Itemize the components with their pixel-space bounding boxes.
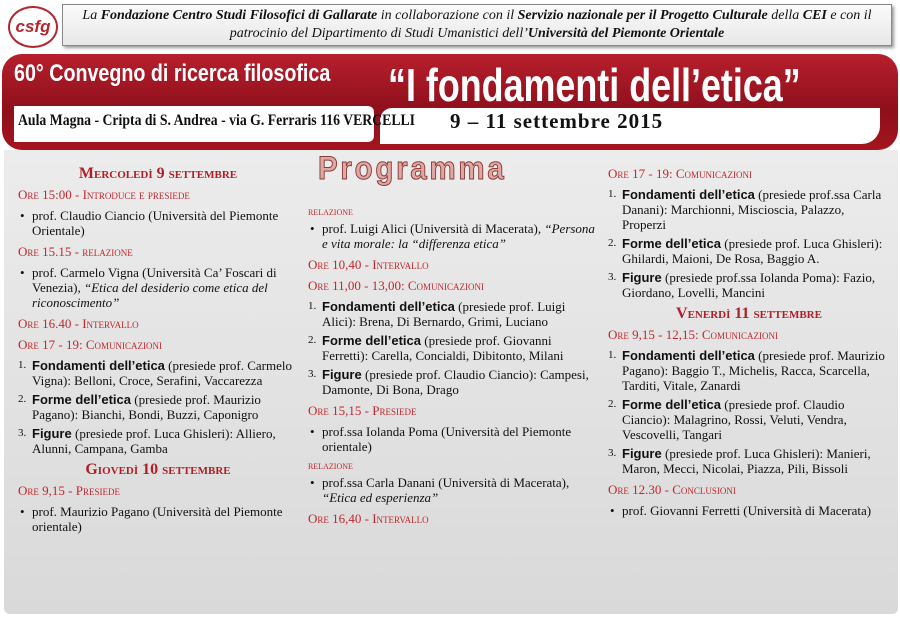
section-name: Forme dell’etica <box>622 236 721 251</box>
item-number: 2. <box>18 393 27 405</box>
item-number: 2. <box>608 237 617 249</box>
convegno-title: 60° Convegno di ricerca filosofica <box>14 60 331 87</box>
relazione-label: relazione <box>308 204 353 218</box>
speaker-item: • prof.ssa Iolanda Poma (Università del Piemonte orientale) <box>308 424 598 454</box>
section-name: Figure <box>622 446 662 461</box>
intro-text-3: della <box>767 8 803 23</box>
item-number: 1. <box>608 349 617 361</box>
relazione-label: relazione <box>308 458 353 472</box>
section-details: (presiede prof. Luca Ghisleri): Manieri, Maron, Mecci, Nicolai, Piazza, Pili, Bissoli <box>622 446 871 476</box>
item-number: 3. <box>608 271 617 283</box>
intro-org-4: Università del Piemonte Orientale <box>527 26 725 41</box>
intro-text-1: La <box>82 8 101 23</box>
communication-item <box>18 358 298 388</box>
intro-org-3: CEI <box>802 8 827 23</box>
section-details: (presiede prof. Luca Ghisleri): Ghilardi, Maioni, De Rosa, Baggio A. <box>622 236 883 266</box>
session-time: Ore 17 - 19: Comunicazioni <box>608 166 752 181</box>
communication-item <box>18 426 298 456</box>
section-name: Forme dell’etica <box>32 392 131 407</box>
section-name: Forme dell’etica <box>322 333 421 348</box>
day-heading-wednesday: Mercoledì 9 settembre <box>78 165 238 182</box>
section-details: (presiede prof. Carmelo Vigna): Belloni, Croce, Serafini, Vaccarezza <box>32 358 292 388</box>
speaker-text: prof.ssa Carla Danani (Università di Macerata), <box>322 475 570 490</box>
communication-item <box>608 236 890 266</box>
session-time: Ore 9,15 - 12,15: Comunicazioni <box>608 327 778 342</box>
intro-text-4: e con il patrocinio del Dipartimento di Studi Umanistici dell’ <box>229 8 872 41</box>
section-details: (presiede prof. Giovanni Ferretti): Carella, Concialdi, Dibitonto, Milani <box>322 333 564 363</box>
intro-box <box>62 4 892 46</box>
speaker-item: • prof. Maurizio Pagano (Università del Piemonte orientale) <box>18 504 298 534</box>
section-details: (presiede prof. Luca Ghisleri): Alliero, Alunni, Campana, Gamba <box>32 426 276 456</box>
column-thursday-friday <box>608 160 890 522</box>
communication-item <box>18 392 298 422</box>
lecture-title: “Etica del desiderio come etica del riconoscimento” <box>32 280 268 310</box>
speaker-item <box>18 265 298 310</box>
section-name: Fondamenti dell’etica <box>322 299 455 314</box>
communication-item <box>308 299 598 329</box>
section-details: (presiede prof.ssa Iolanda Poma): Fazio, Giordano, Lovelli, Mancini <box>622 270 876 300</box>
day-heading-thursday: Giovedì 10 settembre <box>85 461 231 478</box>
item-number: 1. <box>308 300 317 312</box>
session-time: Ore 9,15 - Presiede <box>18 483 120 498</box>
speaker-text: prof. Carmelo Vigna (Università Ca’ Foscari di Venezia), <box>32 265 277 295</box>
speaker-item: • prof. Giovanni Ferretti (Università di Macerata) <box>608 503 890 518</box>
session-time: Ore 17 - 19: Comunicazioni <box>18 337 162 352</box>
section-name: Figure <box>32 426 72 441</box>
csfg-logo <box>8 6 58 48</box>
column-thursday <box>308 200 598 532</box>
item-number: 1. <box>608 188 617 200</box>
lecture-title: “Persona e vita morale: la “differenza etica” <box>322 221 595 251</box>
section-name: Fondamenti dell’etica <box>622 187 755 202</box>
item-number: 3. <box>608 447 617 459</box>
logo-text: csfg <box>15 17 51 36</box>
speaker-item <box>308 475 598 505</box>
speaker-item: • prof. Claudio Ciancio (Università del Piemonte Orientale) <box>18 208 298 238</box>
speaker-text: prof. Luigi Alici (Università di Macerata), <box>322 221 545 236</box>
section-name: Fondamenti dell’etica <box>622 348 755 363</box>
session-time: Ore 12.30 - Conclusioni <box>608 482 736 497</box>
section-name: Figure <box>322 367 362 382</box>
day-heading-friday: Venerdì 11 settembre <box>676 305 822 322</box>
intro-text-2: in collaborazione con il <box>377 8 518 23</box>
section-details: (presiede prof. Claudio Ciancio): Malagrino, Rossi, Veluti, Vendra, Vescovelli, Tangari <box>622 397 847 442</box>
section-details: (presiede prof. Claudio Ciancio): Campesi, Damonte, Di Bona, Drago <box>322 367 589 397</box>
section-details: (presiede prof.ssa Carla Danani): Marchionni, Miscioscia, Palazzo, Properzi <box>622 187 882 232</box>
item-number: 2. <box>308 334 317 346</box>
communication-item <box>608 187 890 232</box>
session-time: Ore 16,40 - Intervallo <box>308 511 429 526</box>
conference-title: “I fondamenti dell’etica” <box>388 59 801 111</box>
lecture-title: “Etica ed esperienza” <box>322 490 439 505</box>
item-number: 1. <box>18 359 27 371</box>
speaker-item <box>308 221 598 251</box>
section-details: (presiede prof. Luigi Alici): Brena, Di Bernardo, Grimi, Luciano <box>322 299 566 329</box>
item-number: 3. <box>18 427 27 439</box>
communication-item <box>308 367 598 397</box>
conference-dates: 9 – 11 settembre 2015 <box>450 109 664 133</box>
communication-item <box>608 348 890 393</box>
section-name: Figure <box>622 270 662 285</box>
communication-item <box>608 446 890 476</box>
programma-heading: Programma <box>318 150 507 186</box>
session-time: Ore 15.15 - relazione <box>18 244 133 259</box>
communication-item <box>608 397 890 442</box>
venue: Aula Magna - Cripta di S. Andrea - via G. Ferraris 116 VERCELLI <box>18 112 416 129</box>
session-time: Ore 15,15 - Presiede <box>308 403 417 418</box>
session-time: Ore 11,00 - 13,00: Comunicazioni <box>308 278 485 293</box>
header <box>0 0 900 52</box>
intro-org-1: Fondazione Centro Studi Filosofici di Gallarate <box>100 8 378 23</box>
item-number: 3. <box>308 368 317 380</box>
section-details: (presiede prof. Maurizio Pagano): Bianchi, Bondi, Buzzi, Caponigro <box>32 392 261 422</box>
session-time: Ore 15:00 - Introduce e presiede <box>18 187 190 202</box>
section-details: (presiede prof. Maurizio Pagano): Baggio T., Michelis, Racca, Scarcella, Tarditi, Vitale, Zanardi <box>622 348 885 393</box>
communication-item <box>308 333 598 363</box>
section-name: Fondamenti dell’etica <box>32 358 165 373</box>
communication-item <box>608 270 890 300</box>
item-number: 2. <box>608 398 617 410</box>
session-time: Ore 16.40 - Intervallo <box>18 316 139 331</box>
session-time: Ore 10,40 - Intervallo <box>308 257 429 272</box>
column-wednesday-thursday <box>18 160 298 538</box>
intro-org-2: Servizio nazionale per il Progetto Culturale <box>517 8 768 23</box>
section-name: Forme dell’etica <box>622 397 721 412</box>
